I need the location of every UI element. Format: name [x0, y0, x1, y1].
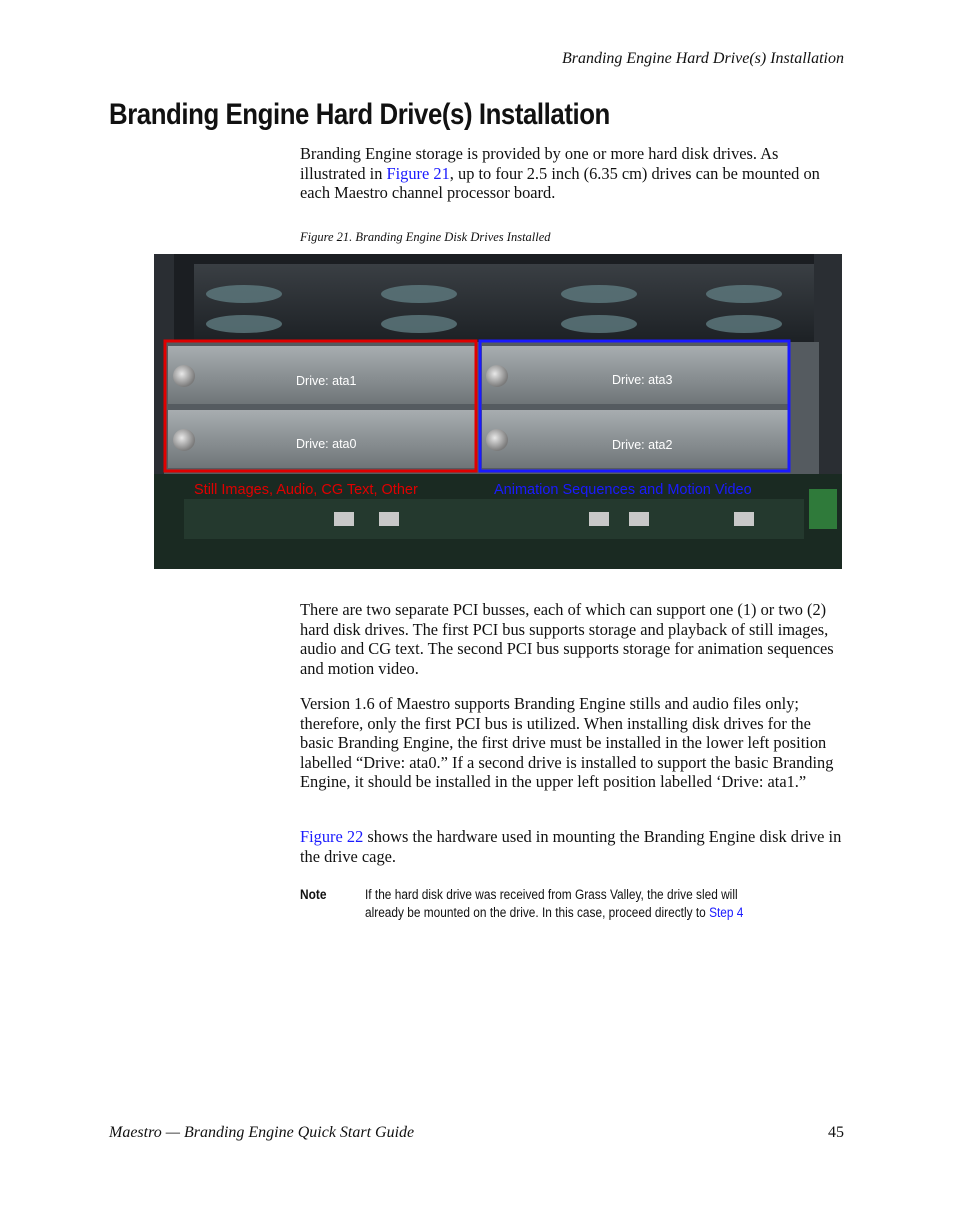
paragraph-1: There are two separate PCI busses, each of which can support one (1) or two (2) hard disk drives. The first PCI bus supports storage and playback of still images, audio and CG text. The second PCI bus supports storage for animation sequences and motion video.	[300, 600, 834, 678]
note-text	[365, 886, 779, 922]
figure-caption: Figure 21. Branding Engine Disk Drives Installed	[300, 230, 551, 244]
drive-photo-svg	[154, 254, 842, 569]
version-paragraph	[300, 694, 845, 792]
figure-22-link[interactable]: Figure 22	[300, 827, 364, 846]
paragraph-2: Version 1.6 of Maestro supports Branding Engine stills and audio files only; therefore, only the first PCI bus is utilized. When installing disk drives for the basic Branding Engine, the first drive must be installed in the lower left position labelled “Drive: ata0.” If a second drive is installed to support the basic Branding Engine, it should be installed in the upper left position labelled ‘Drive: ata1.”	[300, 694, 834, 792]
note-body: If the hard disk drive was received from Grass Valley, the drive sled will already be mounted on the drive. In this case, proceed directly to	[365, 887, 738, 920]
drive-label-ata2: Drive: ata2	[612, 438, 673, 452]
figure-22-paragraph	[300, 827, 845, 866]
intro-text-2: , up to four 2.5 inch (6.35 cm) drives can be mounted on each Maestro channel processor board.	[300, 163, 820, 203]
drive-photo	[154, 254, 842, 569]
step-4-link[interactable]: Step 4	[709, 905, 744, 920]
running-head: Branding Engine Hard Drive(s) Installation	[561, 50, 844, 67]
page-title: Branding Engine Hard Drive(s) Installation	[109, 98, 610, 131]
page-number: 45	[828, 1124, 844, 1141]
footer-title: Maestro — Branding Engine Quick Start Guide	[109, 1124, 415, 1141]
intro-paragraph	[300, 144, 845, 203]
right-group-label: Animation Sequences and Motion Video	[494, 482, 752, 498]
drive-label-ata0: Drive: ata0	[296, 437, 357, 451]
intro-text-1: Branding Engine storage is provided by one or more hard disk drives. As illustrated in	[300, 144, 779, 183]
left-group-label: Still Images, Audio, CG Text, Other	[194, 482, 418, 498]
note-label: Note	[300, 886, 327, 902]
drive-label-ata1: Drive: ata1	[296, 374, 357, 388]
figure-21-link[interactable]: Figure 21	[386, 163, 450, 183]
paragraph-3-text: shows the hardware used in mounting the Branding Engine disk drive in the drive cage.	[300, 827, 842, 866]
pci-bus-paragraph	[300, 600, 845, 678]
drive-label-ata3: Drive: ata3	[612, 373, 673, 387]
